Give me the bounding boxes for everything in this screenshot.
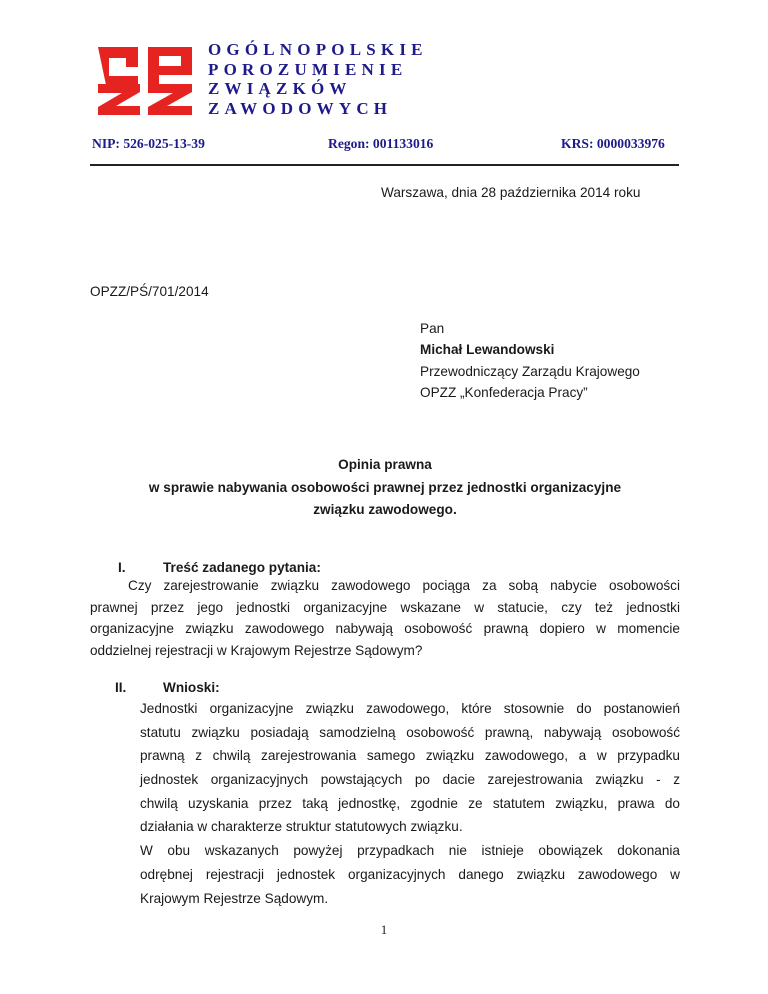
org-name-line: POROZUMIENIE bbox=[208, 59, 408, 79]
regon-number: Regon: 001133016 bbox=[328, 136, 434, 151]
paragraph-line: prawną z chwilą zarejestrowania samego związku zawodowego, a w przypadku bbox=[140, 748, 680, 764]
paragraph-line: statutu związku posiadają samodzielną osobowość prawną, nabywają osobowość bbox=[140, 724, 680, 740]
addressee-organization: OPZZ „Konfederacja Pracy” bbox=[420, 384, 588, 400]
organization-name bbox=[208, 40, 428, 118]
section-1-paragraph bbox=[90, 575, 680, 661]
paragraph-line: organizacyjne związku zawodowego nabywają osobowość prawną dopiero w momencie bbox=[90, 621, 680, 637]
section-2-paragraph bbox=[140, 697, 680, 910]
addressee-position: Przewodniczący Zarządu Krajowego bbox=[420, 363, 640, 379]
paragraph-line: Czy zarejestrowanie związku zawodowego pociąga za sobą nabycie osobowości bbox=[128, 578, 680, 593]
page-number: 1 bbox=[380, 922, 388, 937]
addressee-block bbox=[420, 318, 640, 403]
section-number: II. bbox=[115, 680, 127, 695]
paragraph-line: prawnej przez jego jednostki organizacyjne wskazane w statucie, czy też jednostki bbox=[90, 599, 680, 615]
opzz-logo-icon bbox=[96, 44, 194, 116]
section-number: I. bbox=[118, 560, 126, 575]
section-heading: Treść zadanego pytania: bbox=[163, 560, 321, 575]
title-line: związku zawodowego. bbox=[313, 502, 457, 517]
addressee-salutation: Pan bbox=[420, 321, 445, 336]
krs-number: KRS: 0000033976 bbox=[561, 136, 665, 151]
section-heading: Wnioski: bbox=[163, 680, 220, 695]
paragraph-line: Jednostki organizacyjne związku zawodowego, które stosownie do postanowień bbox=[140, 701, 680, 716]
addressee-name: Michał Lewandowski bbox=[420, 342, 555, 358]
paragraph-line: W obu wskazanych powyżej przypadkach nie istnieje obowiązek dokonania bbox=[140, 843, 680, 859]
paragraph-line: odrębnej rejestracji jednostek organizacyjnych danego związku zawodowego w bbox=[140, 866, 680, 882]
paragraph-line: jednostek organizacyjnych powstających po dacie zarejestrowania związku - z bbox=[140, 772, 680, 788]
paragraph-line: Krajowym Rejestrze Sądowym. bbox=[140, 890, 329, 906]
title-line: Opinia prawna bbox=[338, 457, 432, 472]
document-title bbox=[90, 454, 680, 522]
paragraph-line: chwilą uzyskania przez taką jednostkę, zgodnie ze statutem związku, prawa do bbox=[140, 795, 680, 811]
org-name-line: ZWIĄZKÓW bbox=[208, 79, 352, 98]
reference-number: OPZZ/PŚ/701/2014 bbox=[90, 284, 209, 299]
letterhead-divider bbox=[90, 164, 679, 166]
nip-number: NIP: 526-025-13-39 bbox=[92, 136, 205, 151]
title-line: w sprawie nabywania osobowości prawnej przez jednostki organizacyjne bbox=[148, 479, 622, 495]
paragraph-line: działania w charakterze struktur statutowych związku. bbox=[140, 819, 463, 835]
org-name-line: OGÓLNOPOLSKIE bbox=[208, 40, 428, 59]
org-name-line: ZAWODOWYCH bbox=[208, 98, 393, 118]
date-line: Warszawa, dnia 28 października 2014 roku bbox=[381, 185, 641, 200]
paragraph-line: oddzielnej rejestracji w Krajowym Rejestrze Sądowym? bbox=[90, 642, 423, 658]
